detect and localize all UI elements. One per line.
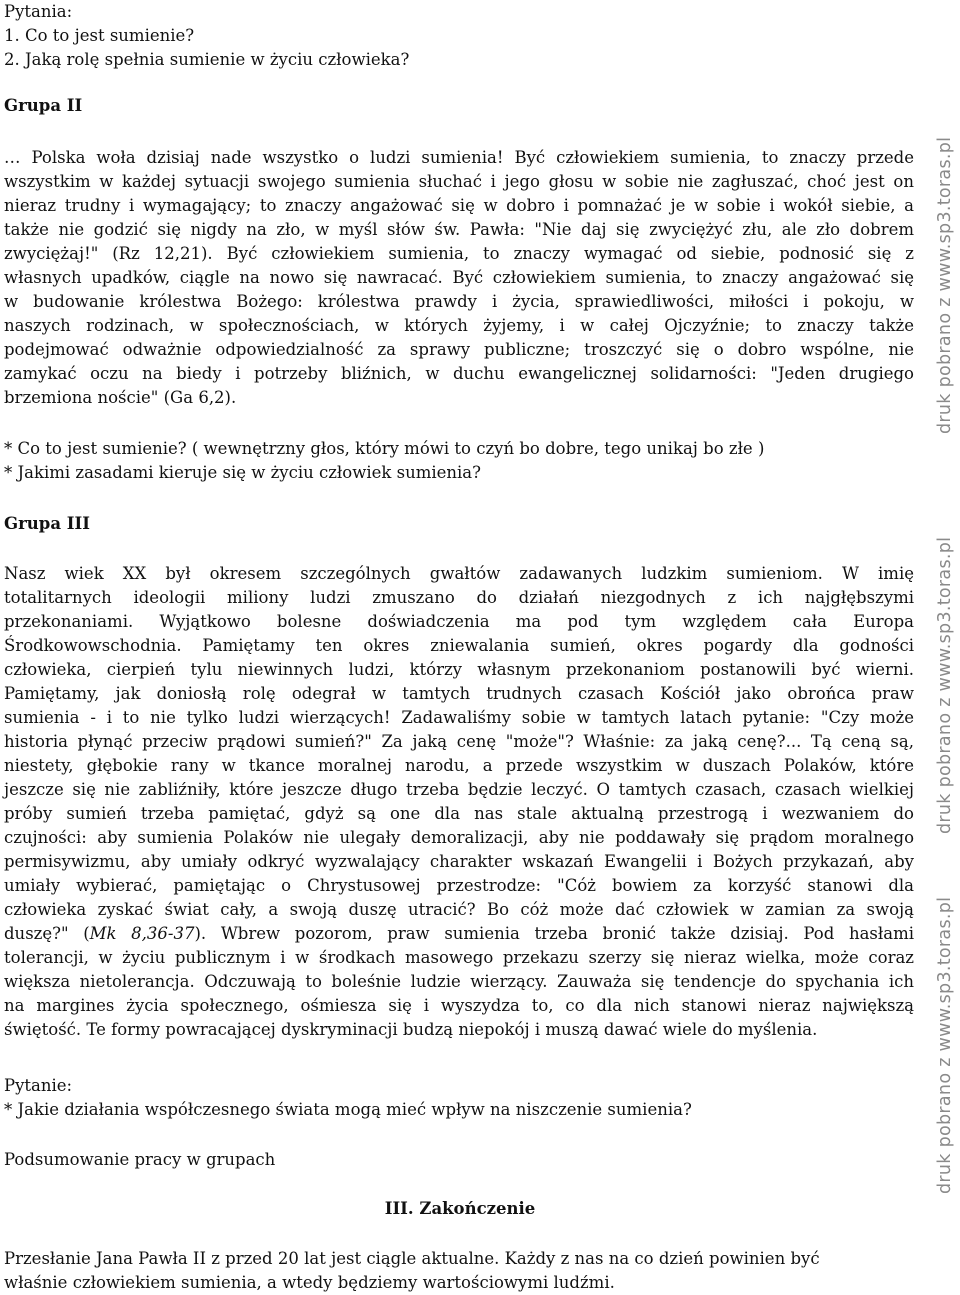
bible-reference: Mk 8,36-37 [89, 924, 195, 943]
question-1: 1. Co to jest sumienie? [4, 26, 195, 45]
watermark-text: druk pobrano z www.sp3.toras.pl [935, 896, 955, 1194]
reference-pre: duszę?" ( [4, 924, 90, 943]
watermark-text: druk pobrano z www.sp3.toras.pl [935, 536, 955, 834]
group-3-line: Środkowowschodnia. Pamiętamy ten okres zniewalania sumień, okres pogardy dla godności [4, 636, 914, 655]
group-3-question: * Jakie działania współczesnego świata mogą mieć wpływ na niszczenie sumienia? [4, 1100, 692, 1119]
group-2-question-2: * Jakimi zasadami kieruje się w życiu człowiek sumienia? [4, 463, 481, 482]
group-3-heading: Grupa III [4, 514, 90, 533]
group-2-line: … Polska woła dzisiaj nade wszystko o ludzi sumienia! Być człowiekiem sumienia, to znaczy przede [4, 148, 914, 167]
question-2: 2. Jaką rolę spełnia sumienie w życiu człowieka? [4, 50, 410, 69]
watermark-text: druk pobrano z www.sp3.toras.pl [935, 136, 955, 434]
summary-line: Podsumowanie pracy w grupach [4, 1150, 276, 1169]
conclusion-line-1: Przesłanie Jana Pawła II z przed 20 lat jest ciągle aktualne. Każdy z nas na co dzień powinien być [4, 1249, 820, 1268]
group-3-line: umiały wybierać, pamiętając o Chrystusowej przestrodze: "Cóż bowiem za korzyść stanowi dla [4, 876, 914, 895]
group-2-line: nieraz trudny i wymagający; to znaczy angażować się w dobro i pomnażać je w sobie i wokół siebie, a [4, 196, 914, 215]
group-2-line: zwyciężaj!" (Rz 12,21). Być człowiekiem sumienia, to znaczy wymagać od siebie, podnosić się z [4, 244, 914, 263]
group-3-line: totalitarnych ideologii miliony ludzi zmuszano do działań niezgodnych z ich najgłębszymi [4, 588, 914, 607]
group-2-question-1: * Co to jest sumienie? ( wewnętrzny głos, który mówi to czyń bo dobre, tego unikaj bo złe ) [4, 439, 765, 458]
group-3-line: czujności: aby sumienia Polaków nie ulegały demoralizacji, aby nie poddawały się prądom moralnego [4, 828, 914, 847]
group-3-line: próby sumień trzeba pamiętać, gdyż są one dla nas stale aktualną przestrogą i wezwaniem do [4, 804, 914, 823]
group-2-line: w budowanie królestwa Bożego: królestwa prawdy i życia, sprawiedliwości, miłości i pokoju, w [4, 292, 914, 311]
group-2-line: zamykać oczu na biedy i potrzeby bliźnich, w duchu ewangelicznej solidarności: "Jeden drugiego [4, 364, 914, 383]
group-3-line: historia płynąć przeciw prądowi sumień?" Za jaką cenę "może"? Właśnie: za jaką cenę?... Tą ceną są, [4, 732, 914, 751]
group-3-question-title: Pytanie: [4, 1076, 73, 1095]
group-3-line: Nasz wiek XX był okresem szczególnych gwałtów zadawanych ludzkim sumieniom. W imię [4, 564, 914, 583]
group-3-line: Pamiętamy, jak doniosłą rolę odegrał w tamtych trudnych czasach Kościół jako obrońca praw [4, 684, 914, 703]
group-2-line: podejmować odważnie odpowiedzialność za sprawy publiczne; troszczyć się o dobro wspólne, nie [4, 340, 914, 359]
group-3-line: świętość. Te formy powracającej dyskryminacji budzą niepokój i muszą dawać wiele do myślenia. [4, 1020, 818, 1039]
group-3-line: niestety, głębokie rany w tkance moralnej narodu, a przede wszystkim w duszach Polaków, które [4, 756, 914, 775]
group-2-heading: Grupa II [4, 96, 83, 115]
group-2-line: brzemiona noście" (Ga 6,2). [4, 388, 237, 407]
group-2-line: naszych rodzinach, w społecznościach, w których żyjemy, i w całej Ojczyźnie; to znaczy także [4, 316, 914, 335]
group-3-line: większa nietolerancja. Odczuwają to boleśnie ludzie wierzący. Zauważa się tendencje do spychania ich [4, 972, 914, 991]
group-3-line: jeszcze się nie zabliźniły, które jeszcze długo trzeba będzie leczyć. O tamtych czasach, czasach wielkiej [4, 780, 914, 799]
group-2-line: wszystkim w każdej sytuacji swojego sumienia słuchać i jego głosu w sobie nie zagłuszać, choć jest on [4, 172, 914, 191]
questions-title: Pytania: [4, 2, 73, 21]
conclusion-line-2: właśnie człowiekiem sumienia, a wtedy będziemy wartościowymi ludźmi. [4, 1273, 615, 1292]
group-3-reference-line [4, 922, 914, 946]
group-3-line: człowieka, cierpień tylu niewinnych ludzi, którzy własnym przekonaniom postanowili być wierni. [4, 660, 914, 679]
reference-post: ). Wbrew pozorom, praw sumienia trzeba bronić także dzisiaj. Pod hasłami [194, 924, 914, 943]
group-3-line: sumienia - i to nie tylko ludzi wierzących! Zadawaliśmy sobie w tamtych latach pytanie: "Czy może [4, 708, 914, 727]
group-3-line: permisywizmu, aby umiały odkryć wyzwalający charakter wskazań Ewangelii i Bożych przykazań, aby [4, 852, 914, 871]
conclusion-heading: III. Zakończenie [384, 1199, 536, 1218]
group-2-line: także nie godzić się nigdy na zło, w myśl słów św. Pawła: "Nie daj się zwyciężyć złu, ale zło dobrem [4, 220, 914, 239]
group-3-line: na margines życia społecznego, ośmiesza się i wyszydza to, co dla nich stanowi nieraz największą [4, 996, 914, 1015]
group-2-line: własnych upadków, ciągle na nowo się nawracać. Być człowiekiem sumienia, to znaczy angażować się [4, 268, 914, 287]
group-3-line: tolerancji, w życiu publicznym i w środkach masowego przekazu szerzy się nieraz wielka, może coraz [4, 948, 914, 967]
group-3-line: człowieka zyskać świat cały, a swoją duszę utracić? Bo cóż może dać człowiek w zamian za swoją [4, 900, 914, 919]
group-3-line: przekonaniami. Wyjątkowo bolesne doświadczenia ma pod tym względem cała Europa [4, 612, 914, 631]
